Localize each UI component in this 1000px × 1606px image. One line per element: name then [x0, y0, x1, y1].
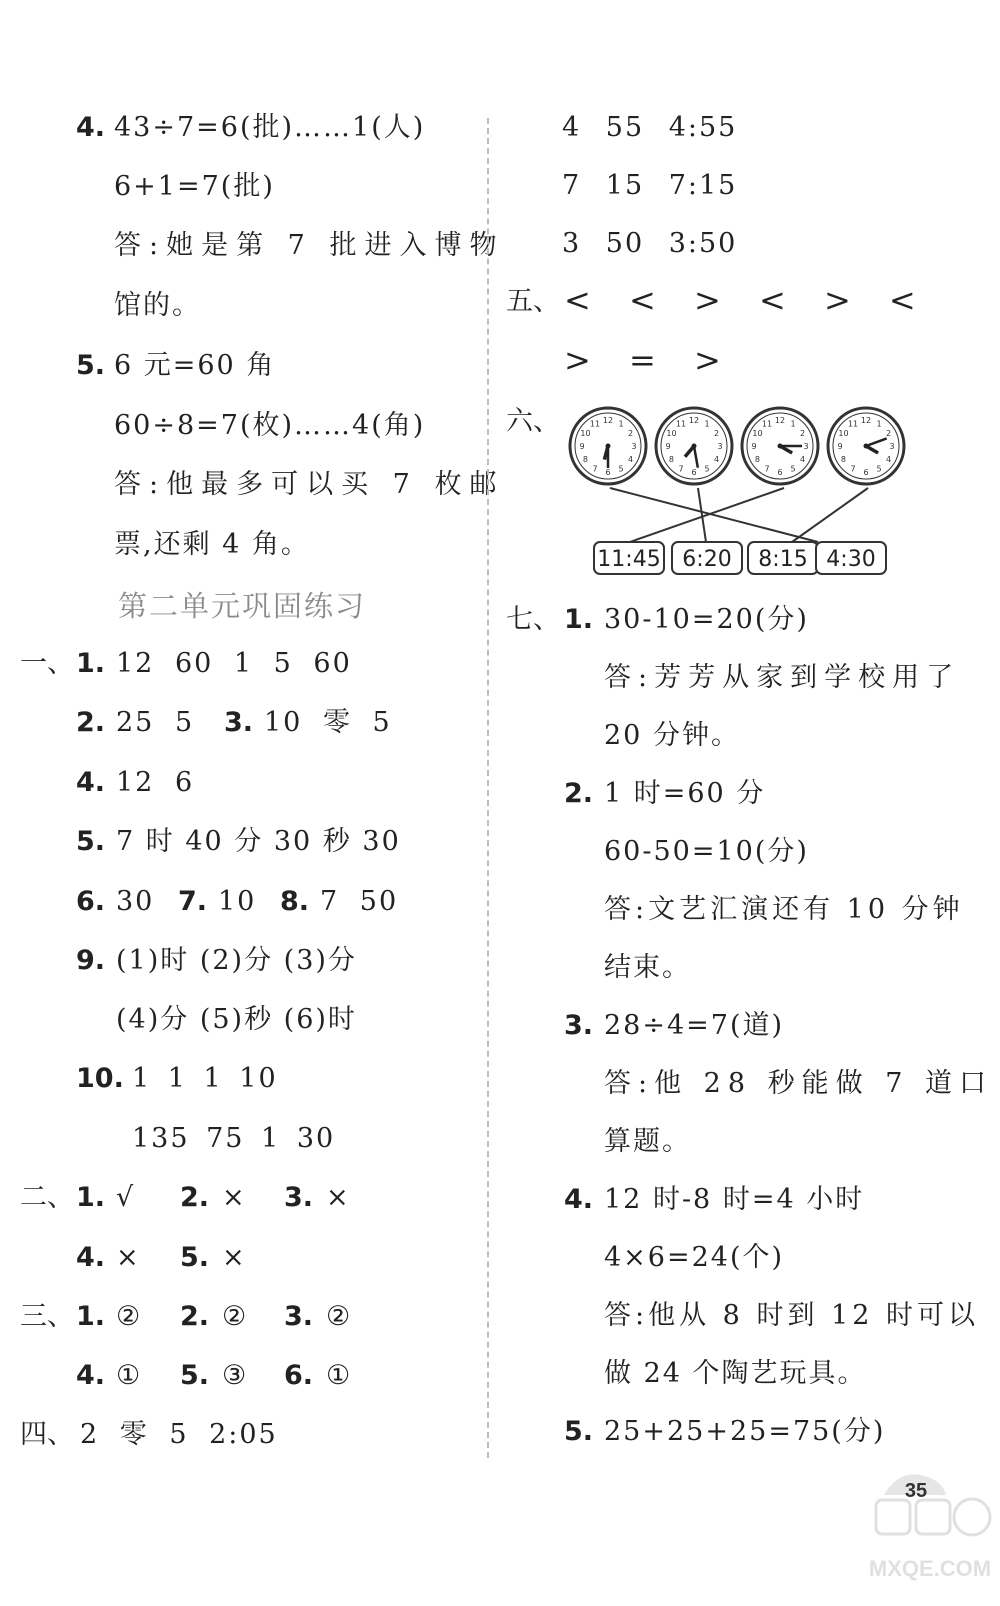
clock-matching-figure: [560, 396, 930, 596]
s1-q8: 7 50: [320, 886, 399, 917]
svg-text:8: 8: [582, 455, 589, 464]
svg-text:4: 4: [885, 455, 892, 464]
s7-q2-line4: 结束。: [604, 952, 691, 983]
s1-q2-label: 2.: [76, 707, 106, 738]
r-line2: 7 15 7:15: [562, 170, 738, 201]
s5-line1: < < > < > <: [564, 281, 918, 319]
svg-text:6: 6: [777, 468, 783, 477]
s7-q4-line1: 12 时-8 时=4 小时: [604, 1184, 865, 1215]
s3-q2: ②: [222, 1301, 249, 1332]
svg-text:3: 3: [631, 442, 637, 451]
s5-line2: > = >: [564, 341, 723, 379]
svg-text:2: 2: [627, 429, 634, 438]
svg-text:3: 3: [717, 442, 723, 451]
svg-text:12: 12: [688, 416, 700, 425]
svg-text:10: 10: [580, 429, 591, 438]
s3-q3: ②: [326, 1301, 353, 1332]
s1-q7: 10: [218, 886, 257, 917]
s7-q3-label: 3.: [564, 1010, 594, 1041]
time-option-box: [594, 542, 664, 574]
svg-text:2: 2: [799, 429, 806, 438]
s2-q4-label: 4.: [76, 1242, 106, 1273]
s7-q2-line3: 答:文艺汇演还有 10 分钟: [604, 894, 964, 925]
svg-text:4: 4: [799, 455, 806, 464]
clock-icon: [656, 408, 732, 484]
s1-q2: 25 5: [116, 707, 195, 738]
svg-text:12: 12: [774, 416, 786, 425]
time-option-box: [816, 542, 886, 574]
s4-answer: 2 零 5 2:05: [80, 1419, 278, 1450]
q4-line2: 6+1=7(批): [114, 171, 275, 202]
time-option-label: 6:20: [682, 547, 732, 572]
section-1-label: 一、: [20, 648, 74, 679]
svg-text:8: 8: [840, 455, 847, 464]
svg-text:11: 11: [675, 419, 687, 429]
s1-q4: 12 6: [116, 767, 195, 798]
time-option-box: [748, 542, 818, 574]
s1-q10-line2: 135 75 1 30: [132, 1123, 336, 1154]
s3-q6-label: 6.: [284, 1360, 314, 1391]
s2-q2: ×: [222, 1182, 247, 1213]
q5-line3: 答:他最多可以买 7 枚邮: [114, 469, 505, 500]
svg-text:3: 3: [803, 442, 809, 451]
s3-q6: ①: [326, 1360, 353, 1391]
svg-text:5: 5: [790, 464, 796, 474]
svg-text:5: 5: [876, 464, 882, 474]
watermark: [860, 1490, 1000, 1606]
s3-q1: ②: [116, 1301, 143, 1332]
svg-text:11: 11: [847, 419, 859, 429]
svg-text:12: 12: [860, 416, 872, 425]
s1-q3: 10 零 5: [264, 707, 392, 738]
time-option-label: 8:15: [758, 547, 808, 572]
s1-q6-label: 6.: [76, 886, 106, 917]
section-6-label: 六、: [506, 406, 560, 437]
section-2-label: 二、: [20, 1182, 74, 1213]
s1-q5-label: 5.: [76, 826, 106, 857]
svg-text:6: 6: [605, 468, 611, 477]
s2-q3: ×: [326, 1182, 351, 1213]
svg-text:12: 12: [602, 416, 614, 425]
page-number: 35: [904, 1480, 928, 1502]
section-title: 第二单元巩固练习: [118, 589, 367, 623]
s7-q3-line3: 算题。: [604, 1126, 691, 1157]
s3-q1-label: 1.: [76, 1301, 106, 1332]
s1-q1-label: 1.: [76, 648, 106, 679]
svg-text:7: 7: [678, 464, 684, 474]
time-option-label: 4:30: [826, 547, 876, 572]
clock-icon: [828, 408, 904, 484]
svg-text:6: 6: [863, 468, 869, 477]
clock-icon: [570, 408, 646, 484]
svg-text:10: 10: [666, 429, 677, 438]
svg-text:1: 1: [704, 419, 710, 429]
svg-text:4: 4: [713, 455, 720, 464]
svg-text:10: 10: [752, 429, 763, 438]
svg-text:9: 9: [837, 442, 843, 451]
q5-line4: 票,还剩 4 角。: [114, 529, 310, 560]
s2-q3-label: 3.: [284, 1182, 314, 1213]
s3-q3-label: 3.: [284, 1301, 314, 1332]
q4-line4: 馆的。: [114, 290, 201, 321]
s7-q4-line3: 答:他从 8 时到 12 时可以: [604, 1300, 979, 1331]
s1-q9-label: 9.: [76, 945, 106, 976]
s2-q4: ×: [116, 1242, 141, 1273]
svg-text:2: 2: [713, 429, 720, 438]
svg-text:7: 7: [850, 464, 856, 474]
s1-q1: 12 60 1 5 60: [116, 648, 352, 679]
svg-text:11: 11: [589, 419, 601, 429]
s2-q1-label: 1.: [76, 1182, 106, 1213]
watermark-text: MXQE.COM: [868, 1556, 992, 1581]
svg-text:9: 9: [665, 442, 671, 451]
svg-text:4: 4: [627, 455, 634, 464]
time-option-label: 11:45: [597, 547, 661, 572]
section-5-label: 五、: [506, 286, 560, 317]
s3-q5: ③: [222, 1360, 249, 1391]
s7-q4-line2: 4×6=24(个): [604, 1242, 785, 1273]
s7-q1-line3: 20 分钟。: [604, 720, 740, 751]
svg-text:1: 1: [618, 419, 624, 429]
s7-q1-line1: 30-10=20(分): [604, 604, 809, 635]
s1-q10-line1: 1 1 1 10: [132, 1063, 278, 1094]
svg-text:9: 9: [751, 442, 757, 451]
s7-q4-line4: 做 24 个陶艺玩具。: [604, 1358, 867, 1389]
svg-text:8: 8: [668, 455, 675, 464]
svg-text:10: 10: [838, 429, 849, 438]
s3-q4-label: 4.: [76, 1360, 106, 1391]
q5-line2: 60÷8=7(枚)……4(角): [114, 410, 426, 441]
q5-label: 5.: [76, 350, 106, 381]
s1-q9-line2: (4)分 (5)秒 (6)时: [116, 1004, 357, 1035]
svg-text:1: 1: [790, 419, 796, 429]
s2-q5-label: 5.: [180, 1242, 210, 1273]
svg-text:7: 7: [764, 464, 770, 474]
svg-text:9: 9: [579, 442, 585, 451]
watermark-logo-icon: [876, 1499, 990, 1535]
s7-q3-line2: 答:他 28 秒能做 7 道口: [604, 1068, 993, 1099]
time-option-box: [672, 542, 742, 574]
s3-q5-label: 5.: [180, 1360, 210, 1391]
s7-q1-label: 1.: [564, 604, 594, 635]
s3-q4: ①: [116, 1360, 143, 1391]
q4-label: 4.: [76, 112, 106, 143]
svg-text:11: 11: [761, 419, 773, 429]
section-4-label: 四、: [20, 1419, 74, 1450]
s1-q7-label: 7.: [178, 886, 208, 917]
r-line3: 3 50 3:50: [562, 228, 738, 259]
s1-q4-label: 4.: [76, 767, 106, 798]
clock-icon: [742, 408, 818, 484]
s7-q1-line2: 答:芳芳从家到学校用了: [604, 662, 961, 693]
svg-text:7: 7: [592, 464, 598, 474]
s1-q8-label: 8.: [280, 886, 310, 917]
s7-q2-line2: 60-50=10(分): [604, 836, 809, 867]
section-3-label: 三、: [20, 1301, 74, 1332]
s2-q1: √: [116, 1182, 136, 1213]
s7-q2-line1: 1 时=60 分: [604, 778, 766, 809]
s1-q6: 30: [116, 886, 155, 917]
matching-lines: [610, 488, 868, 542]
s1-q9-line1: (1)时 (2)分 (3)分: [116, 945, 357, 976]
svg-text:5: 5: [704, 464, 710, 474]
s1-q10-label: 10.: [76, 1063, 124, 1094]
svg-text:5: 5: [618, 464, 624, 474]
s7-q4-label: 4.: [564, 1184, 594, 1215]
svg-text:6: 6: [691, 468, 697, 477]
s7-q3-line1: 28÷4=7(道): [604, 1010, 785, 1041]
s2-q2-label: 2.: [180, 1182, 210, 1213]
r-line1: 4 55 4:55: [562, 112, 738, 143]
section-7-label: 七、: [506, 604, 560, 635]
q5-line1: 6 元=60 角: [114, 350, 276, 381]
svg-text:3: 3: [889, 442, 895, 451]
svg-text:2: 2: [885, 429, 892, 438]
s2-q5: ×: [222, 1242, 247, 1273]
s7-q2-label: 2.: [564, 778, 594, 809]
svg-text:1: 1: [876, 419, 882, 429]
column-divider: [487, 118, 489, 1458]
s3-q2-label: 2.: [180, 1301, 210, 1332]
s1-q3-label: 3.: [224, 707, 254, 738]
s1-q5: 7 时 40 分 30 秒 30: [116, 826, 401, 857]
q4-line3: 答:她是第 7 批进入博物: [114, 230, 505, 261]
q4-line1: 43÷7=6(批)……1(人): [114, 112, 426, 143]
svg-text:8: 8: [754, 455, 761, 464]
s7-q5-line1: 25+25+25=75(分): [604, 1416, 886, 1447]
s7-q5-label: 5.: [564, 1416, 594, 1447]
